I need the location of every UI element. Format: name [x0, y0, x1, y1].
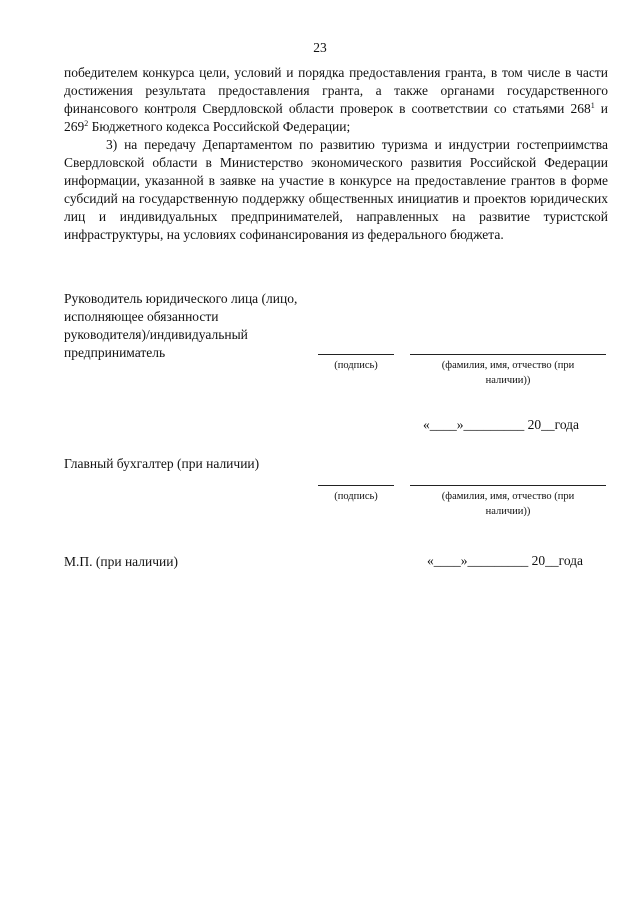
accountant-name-line [410, 485, 606, 486]
stamp-label: М.П. (при наличии) [64, 554, 178, 569]
paragraph-1-text-b: и 269 [64, 100, 608, 134]
accountant-label: Главный бухгалтер (при наличии) [64, 456, 260, 471]
stamp-date: «____»_________ 20__года [427, 553, 584, 568]
accountant-signature-caption: (подпись) [334, 491, 378, 502]
paragraph-1 [64, 64, 608, 136]
paragraph-2 [64, 136, 608, 243]
page-number: 23 [313, 40, 327, 55]
head-signature-line [318, 354, 394, 355]
superscript-1: 1 [590, 100, 595, 110]
paragraph-1-text-c: Бюджетного кодекса Российской Федерации; [88, 118, 351, 134]
head-name-line [410, 354, 606, 355]
head-date: «____»_________ 20__года [423, 417, 580, 432]
paragraph-2-text: 3) на передачу Департаментом по развитию туризма и индустрии гостеприимства Свердловской области в Министерство экономического развития Российской Федерации информации, указанной в заявке на участие в конкурсе на предоставление грантов в форме субсидий на государственную поддержку общественных инициатив и проектов юридических лиц и индивидуальных предпринимателей, направленных на развитие туристской инфраструктуры, на условиях софинансирования из федерального бюджета. [64, 137, 608, 242]
accountant-signature-line [318, 485, 394, 486]
superscript-2: 2 [84, 118, 89, 128]
head-signatory-label: Руководитель юридического лица (лицо, исполняющее обязанности руководителя)/индивидуальный предприниматель [64, 291, 298, 360]
paragraph-1-text-a: победителем конкурса цели, условий и порядка предоставления гранта, в том числе в части достижения результата предоставления гранта, а также органами государственного финансового контроля Свердловской области проверок в соответствии со статьями 268 [64, 65, 608, 116]
head-signature-caption: (подпись) [334, 360, 378, 371]
head-name-caption: (фамилия, имя, отчество (при наличии)) [441, 360, 575, 386]
accountant-name-caption: (фамилия, имя, отчество (при наличии)) [441, 491, 575, 517]
